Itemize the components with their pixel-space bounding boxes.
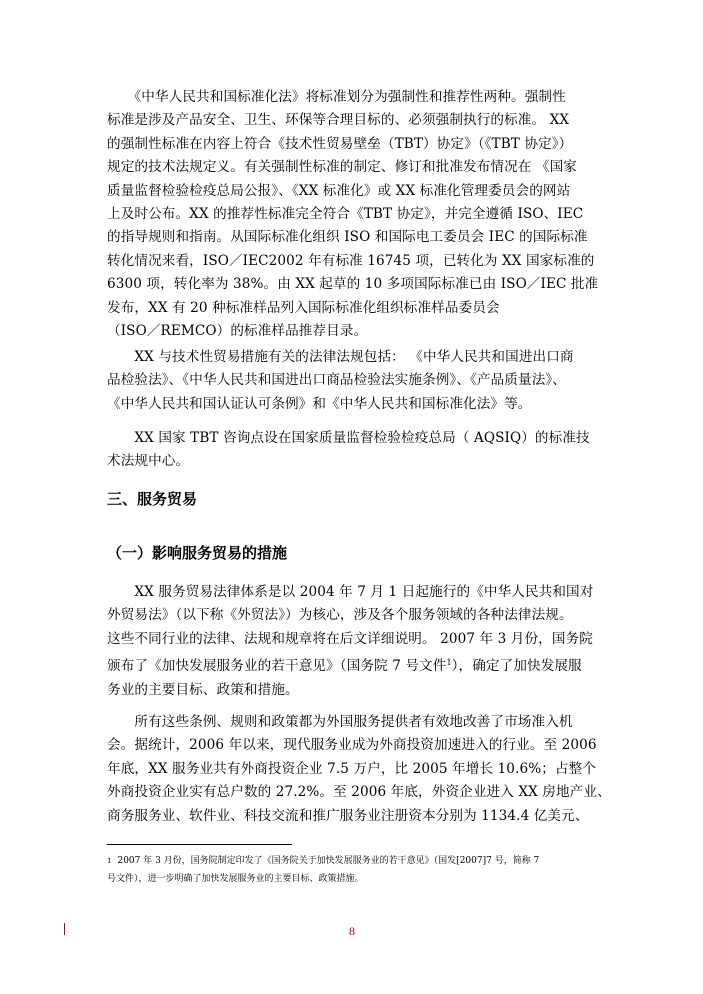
footnote-marker: 1 <box>107 857 112 865</box>
text-line: 规定的技术法规定义。有关强制性标准的制定、修订和批准发布情况在 《国家 <box>107 159 578 176</box>
text-line: 年底，XX 服务业共有外商投资企业 7.5 万户，比 2005 年增长 10.6%；占整个 <box>107 760 597 777</box>
text-line: 《中华人民共和国认证认可条例》和《中华人民共和国标准化法》等。 <box>107 395 532 412</box>
text-line: XX 与技术性贸易措施有关的法律法规包括： 《中华人民共和国进出口商 <box>107 349 574 365</box>
text-line: 品检验法》、《中华人民共和国进出口商品检验法实施条例》、《产品质量法》、 <box>107 372 566 389</box>
text-fragment: 颁布了《加快发展服务业的若干意见》（国务院 7 号文件 <box>107 658 447 675</box>
section-heading: 三、服务贸易 <box>107 490 198 508</box>
text-line: 6300 项，转化率为 38%。由 XX 起草的 10 多项国际标准已由 ISO／IEC 批准 <box>107 276 599 293</box>
footnote <box>107 852 607 888</box>
footnote-line: 号文件），进一步明确了加快发展服务业的主要目标、政策措施。 <box>107 874 364 884</box>
margin-marker <box>64 923 65 935</box>
text-line: 发布，XX 有 20 种标准样品列入国际标准化组织标准样品委员会 <box>107 299 500 316</box>
text-line: 所有这些条例、规则和政策都为外国服务提供者有效地改善了市场准入机 <box>107 714 573 730</box>
text-line: （ISO／REMCO）的标准样品推荐目录。 <box>107 323 368 340</box>
paragraph-service-trade-law <box>107 581 597 702</box>
text-fragment: ），确定了加快发展服 <box>451 658 582 675</box>
text-line: XX 国家 TBT 咨询点设在国家质量监督检验检疫总局（ AQSIQ）的标准技 <box>107 430 590 446</box>
text-line: 务业的主要目标、政策和措施。 <box>107 681 299 698</box>
paragraph-market-access <box>107 711 611 828</box>
text-line <box>107 651 597 678</box>
footnote-line <box>107 852 607 870</box>
text-line: 的强制性标准在内容上符合《技术性贸易壁垒（TBT）协定》（《TBT 协定》） <box>107 135 573 152</box>
text-line: XX 服务贸易法律体系是以 2004 年 7 月 1 日起施行的《中华人民共和国对 <box>107 584 594 600</box>
text-line: 商务服务业、软件业、科技交流和推广服务业注册资本分别为 1134.4 亿美元、 <box>107 807 589 824</box>
page-number: 8 <box>349 924 355 938</box>
text-line: 会。据统计，2006 年以来，现代服务业成为外商投资加速进入的行业。至 2006 <box>107 737 597 754</box>
text-line: 标准是涉及产品安全、卫生、环保等合理目标的、必须强制执行的标准。 XX <box>107 112 570 129</box>
footnote-reference[interactable]: 1 <box>446 658 452 668</box>
footnote-text: 2007 年 3 月份，国务院制定印发了《国务院关于加快发展服务业的若干意见》（国发[2007]7 号，简称 7 <box>117 856 540 866</box>
footnote-separator <box>107 844 292 845</box>
text-line: 术法规中心。 <box>107 453 190 470</box>
text-line: 转化情况来看，ISO／IEC2002 年有标准 16745 项，已转化为 XX 国家标准的 <box>107 252 595 269</box>
paragraph-standards <box>107 86 597 343</box>
text-line: 这些不同行业的法律、法规和规章将在后文详细说明。 2007 年 3 月份，国务院 <box>107 630 593 647</box>
paragraph-tbt-laws <box>107 346 597 416</box>
text-line: 质量监督检验检疫总局公报》、《XX 标准化》或 XX 标准化管理委员会的网站 <box>107 182 571 199</box>
text-line: 《中华人民共和国标准化法》将标准划分为强制性和推荐性两种。强制性 <box>107 89 566 105</box>
text-line: 的指导规则和指南。从国际标准化组织 ISO 和国际电工委员会 IEC 的国际标准 <box>107 229 588 246</box>
subsection-heading: （一）影响服务贸易的措施 <box>107 544 288 562</box>
paragraph-tbt-enquiry-point <box>107 427 597 474</box>
text-line: 外贸易法》（以下称《外贸法》）为核心，涉及各个服务领域的各种法律法规。 <box>107 607 573 624</box>
text-line: 上及时公布。XX 的推荐性标准完全符合《TBT 协定》，并完全遵循 ISO、IEC <box>107 206 584 223</box>
text-line: 外商投资企业实有总户数的 27.2%。至 2006 年底，外资企业进入 XX 房地产业、 <box>107 784 611 801</box>
